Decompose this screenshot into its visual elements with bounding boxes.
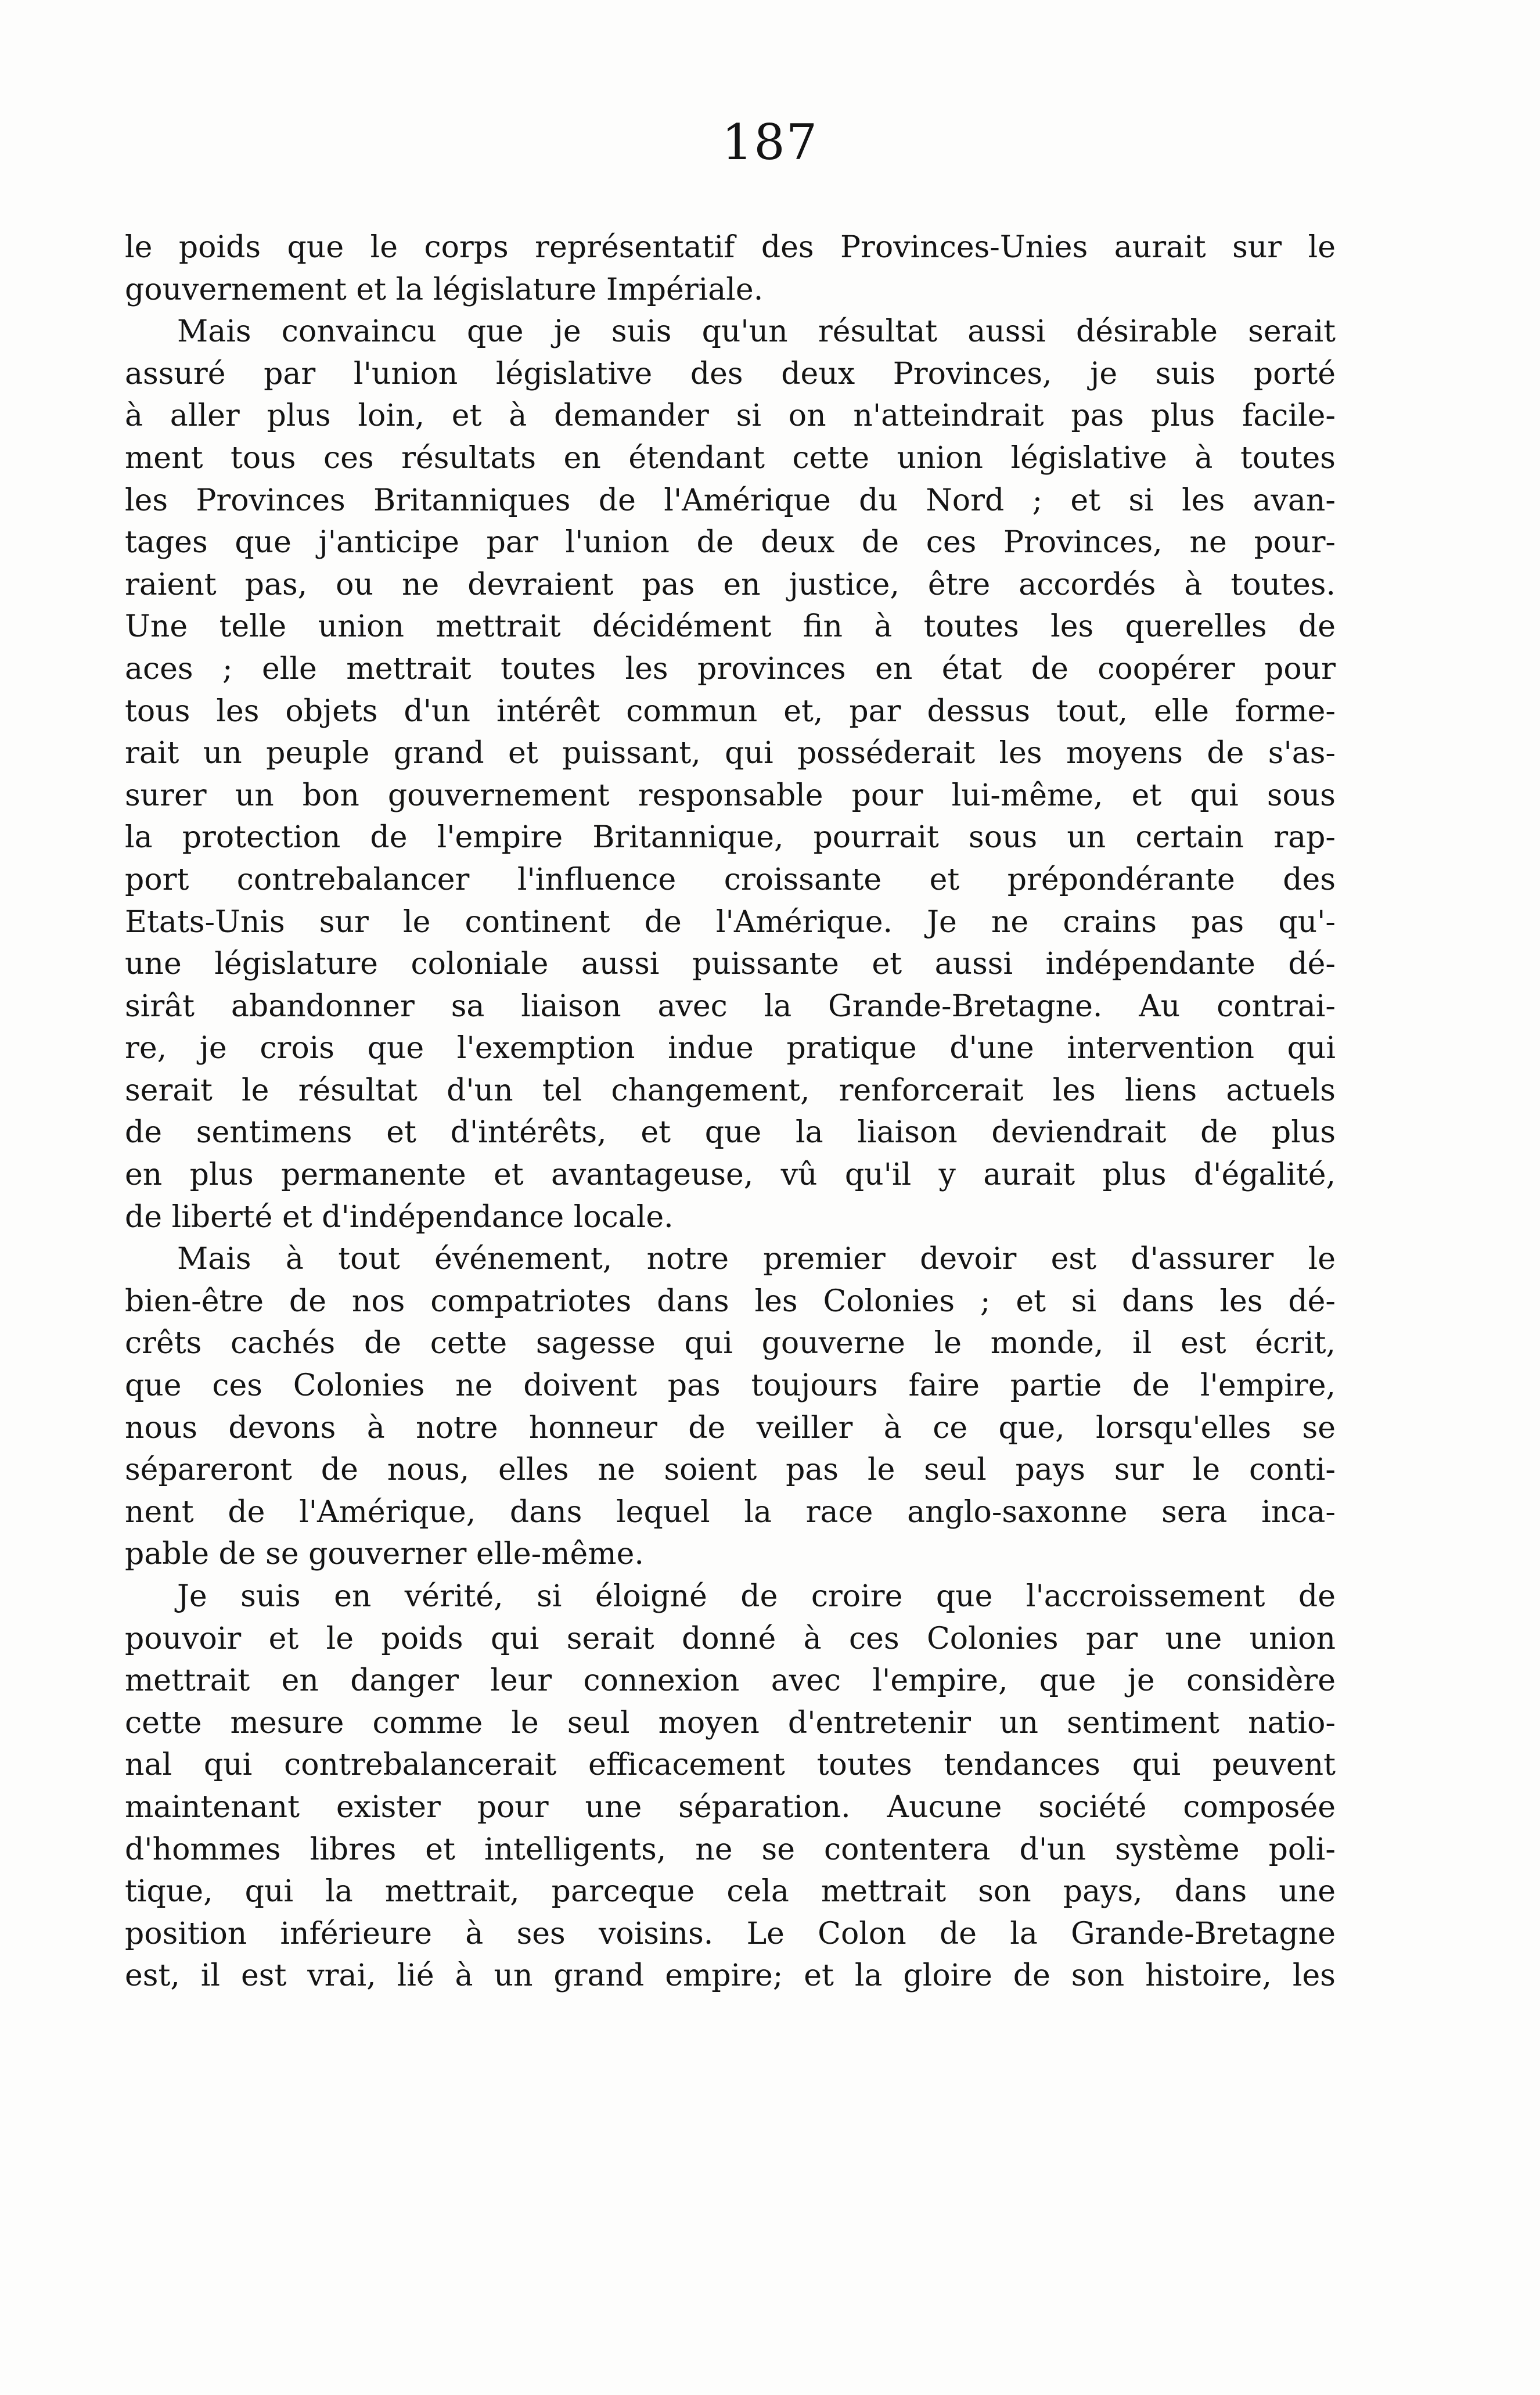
text-line: rait un peuple grand et puissant, qui posséderait les moyens de s'as-: [125, 736, 1336, 771]
text-line: les Provinces Britanniques de l'Amérique du Nord ; et si les avan-: [125, 483, 1336, 518]
text-line: le poids que le corps représentatif des Provinces-Unies aurait sur le: [125, 230, 1336, 265]
text-line: de liberté et d'indépendance locale.: [125, 1199, 674, 1235]
text-line: position inférieure à ses voisins. Le Colon de la Grande-Bretagne: [125, 1916, 1336, 1951]
text-line: est, il est vrai, lié à un grand empire; et la gloire de son histoire, les: [125, 1958, 1336, 1994]
text-line: gouvernement et la législature Impériale.: [125, 272, 764, 307]
text-line: Etats-Unis sur le continent de l'Amérique. Je ne crains pas qu'-: [125, 904, 1336, 940]
text-line: raient pas, ou ne devraient pas en justice, être accordés à toutes.: [125, 567, 1336, 602]
text-line: tous les objets d'un intérêt commun et, par dessus tout, elle forme-: [125, 693, 1336, 729]
page-number: 187: [721, 114, 819, 171]
text-line: cette mesure comme le seul moyen d'entretenir un sentiment natio-: [125, 1705, 1336, 1740]
text-line: d'hommes libres et intelligents, ne se contentera d'un système poli-: [125, 1832, 1336, 1867]
text-line: sépareront de nous, elles ne soient pas le seul pays sur le conti-: [125, 1452, 1336, 1488]
text-line: maintenant exister pour une séparation. Aucune société composée: [125, 1789, 1336, 1825]
text-line: pouvoir et le poids qui serait donné à ces Colonies par une union: [125, 1621, 1336, 1656]
text-line: que ces Colonies ne doivent pas toujours faire partie de l'empire,: [125, 1368, 1336, 1404]
text-line: en plus permanente et avantageuse, vû qu'il y aurait plus d'égalité,: [125, 1157, 1336, 1193]
text-line: surer un bon gouvernement responsable pour lui-même, et qui sous: [125, 778, 1336, 813]
text-line: Une telle union mettrait décidément fin à toutes les querelles de: [125, 609, 1336, 645]
text-line: ment tous ces résultats en étendant cette union législative à toutes: [125, 440, 1336, 476]
body-text: [125, 226, 1336, 1997]
text-line: nal qui contrebalancerait efficacement toutes tendances qui peuvent: [125, 1747, 1336, 1783]
text-line: port contrebalancer l'influence croissante et prépondérante des: [125, 862, 1336, 897]
text-line: re, je crois que l'exemption indue pratique d'une intervention qui: [125, 1031, 1336, 1066]
text-line: tique, qui la mettrait, parceque cela mettrait son pays, dans une: [125, 1874, 1336, 1909]
text-line: nent de l'Amérique, dans lequel la race anglo-saxonne sera inca-: [125, 1494, 1336, 1530]
text-line: assuré par l'union législative des deux Provinces, je suis porté: [125, 356, 1336, 391]
text-line: Je suis en vérité, si éloigné de croire que l'accroissement de: [177, 1579, 1336, 1614]
text-line: Mais à tout événement, notre premier devoir est d'assurer le: [177, 1242, 1336, 1277]
text-line: aces ; elle mettrait toutes les provinces en état de coopérer pour: [125, 651, 1336, 686]
text-line: de sentimens et d'intérêts, et que la liaison deviendrait de plus: [125, 1115, 1336, 1150]
text-line: pable de se gouverner elle-même.: [125, 1537, 644, 1572]
text-line: mettrait en danger leur connexion avec l'empire, que je considère: [125, 1663, 1336, 1699]
text-line: Mais convaincu que je suis qu'un résultat aussi désirable serait: [177, 314, 1336, 350]
text-line: à aller plus loin, et à demander si on n'atteindrait pas plus facile-: [125, 398, 1336, 434]
text-line: crêts cachés de cette sagesse qui gouverne le monde, il est écrit,: [125, 1326, 1336, 1361]
text-line: bien-être de nos compatriotes dans les Colonies ; et si dans les dé-: [125, 1283, 1336, 1319]
text-line: une législature coloniale aussi puissante et aussi indépendante dé-: [125, 947, 1336, 982]
text-line: la protection de l'empire Britannique, pourrait sous un certain rap-: [125, 820, 1336, 855]
text-line: tages que j'anticipe par l'union de deux de ces Provinces, ne pour-: [125, 525, 1336, 560]
text-line: serait le résultat d'un tel changement, renforcerait les liens actuels: [125, 1073, 1336, 1108]
text-line: sirât abandonner sa liaison avec la Grande-Bretagne. Au contrai-: [125, 988, 1336, 1024]
text-line: nous devons à notre honneur de veiller à ce que, lorsqu'elles se: [125, 1410, 1336, 1445]
